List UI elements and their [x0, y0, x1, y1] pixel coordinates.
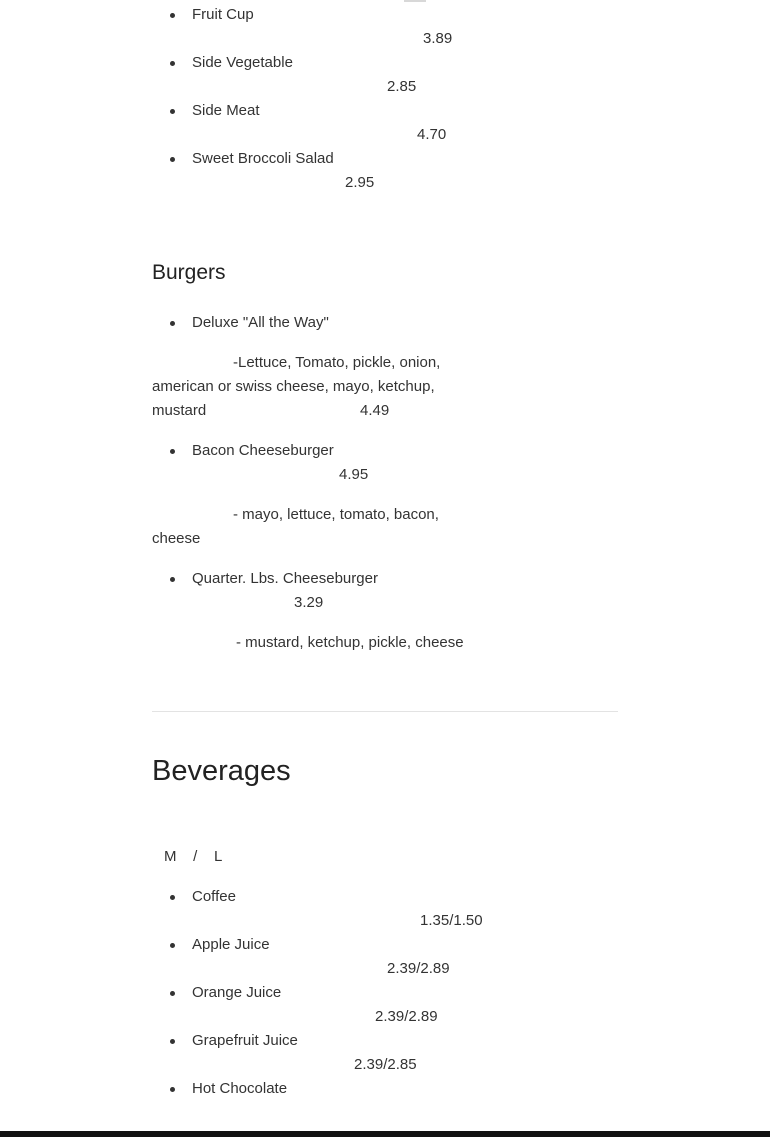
list-item: Grapefruit Juice [192, 1029, 298, 1053]
item-price: 2.39/2.89 [375, 1008, 438, 1025]
list-item: Apple Juice [192, 933, 270, 957]
item-price: 2.95 [345, 174, 375, 191]
item-price: 4.49 [360, 402, 390, 419]
item-description: - mustard, ketchup, pickle, cheese [236, 634, 464, 651]
item-price: 2.85 [387, 78, 417, 95]
item-price: 2.39/2.89 [387, 960, 450, 977]
item-description: -Lettuce, Tomato, pickle, onion, [233, 354, 441, 371]
item-price: 4.70 [417, 126, 447, 143]
list-item: Hot Chocolate [192, 1077, 287, 1101]
item-description: - mayo, lettuce, tomato, bacon, [233, 506, 439, 523]
size-label: M / L [164, 848, 223, 865]
bottom-bar [0, 1131, 770, 1137]
list-item: Deluxe "All the Way" [192, 311, 329, 335]
list-item: Fruit Cup [192, 3, 254, 27]
item-description: mustard [152, 402, 207, 419]
section-heading-beverages: Beverages [152, 755, 291, 787]
list-item: Coffee [192, 885, 236, 909]
list-item: Side Vegetable [192, 51, 293, 75]
section-heading-burgers: Burgers [152, 261, 226, 284]
item-description: cheese [152, 530, 201, 547]
item-price: 3.29 [294, 594, 324, 611]
section-divider [152, 711, 618, 712]
list-item: Quarter. Lbs. Cheeseburger [192, 567, 378, 591]
item-price: 3.89 [423, 30, 453, 47]
cut-off-text-fragment [404, 0, 426, 2]
item-description: american or swiss cheese, mayo, ketchup, [152, 378, 435, 395]
list-item: Side Meat [192, 99, 260, 123]
list-item: Orange Juice [192, 981, 281, 1005]
list-item: Sweet Broccoli Salad [192, 147, 334, 171]
item-price: 1.35/1.50 [420, 912, 483, 929]
list-item: Bacon Cheeseburger [192, 439, 334, 463]
item-price: 4.95 [339, 466, 369, 483]
item-price: 2.39/2.85 [354, 1056, 417, 1073]
